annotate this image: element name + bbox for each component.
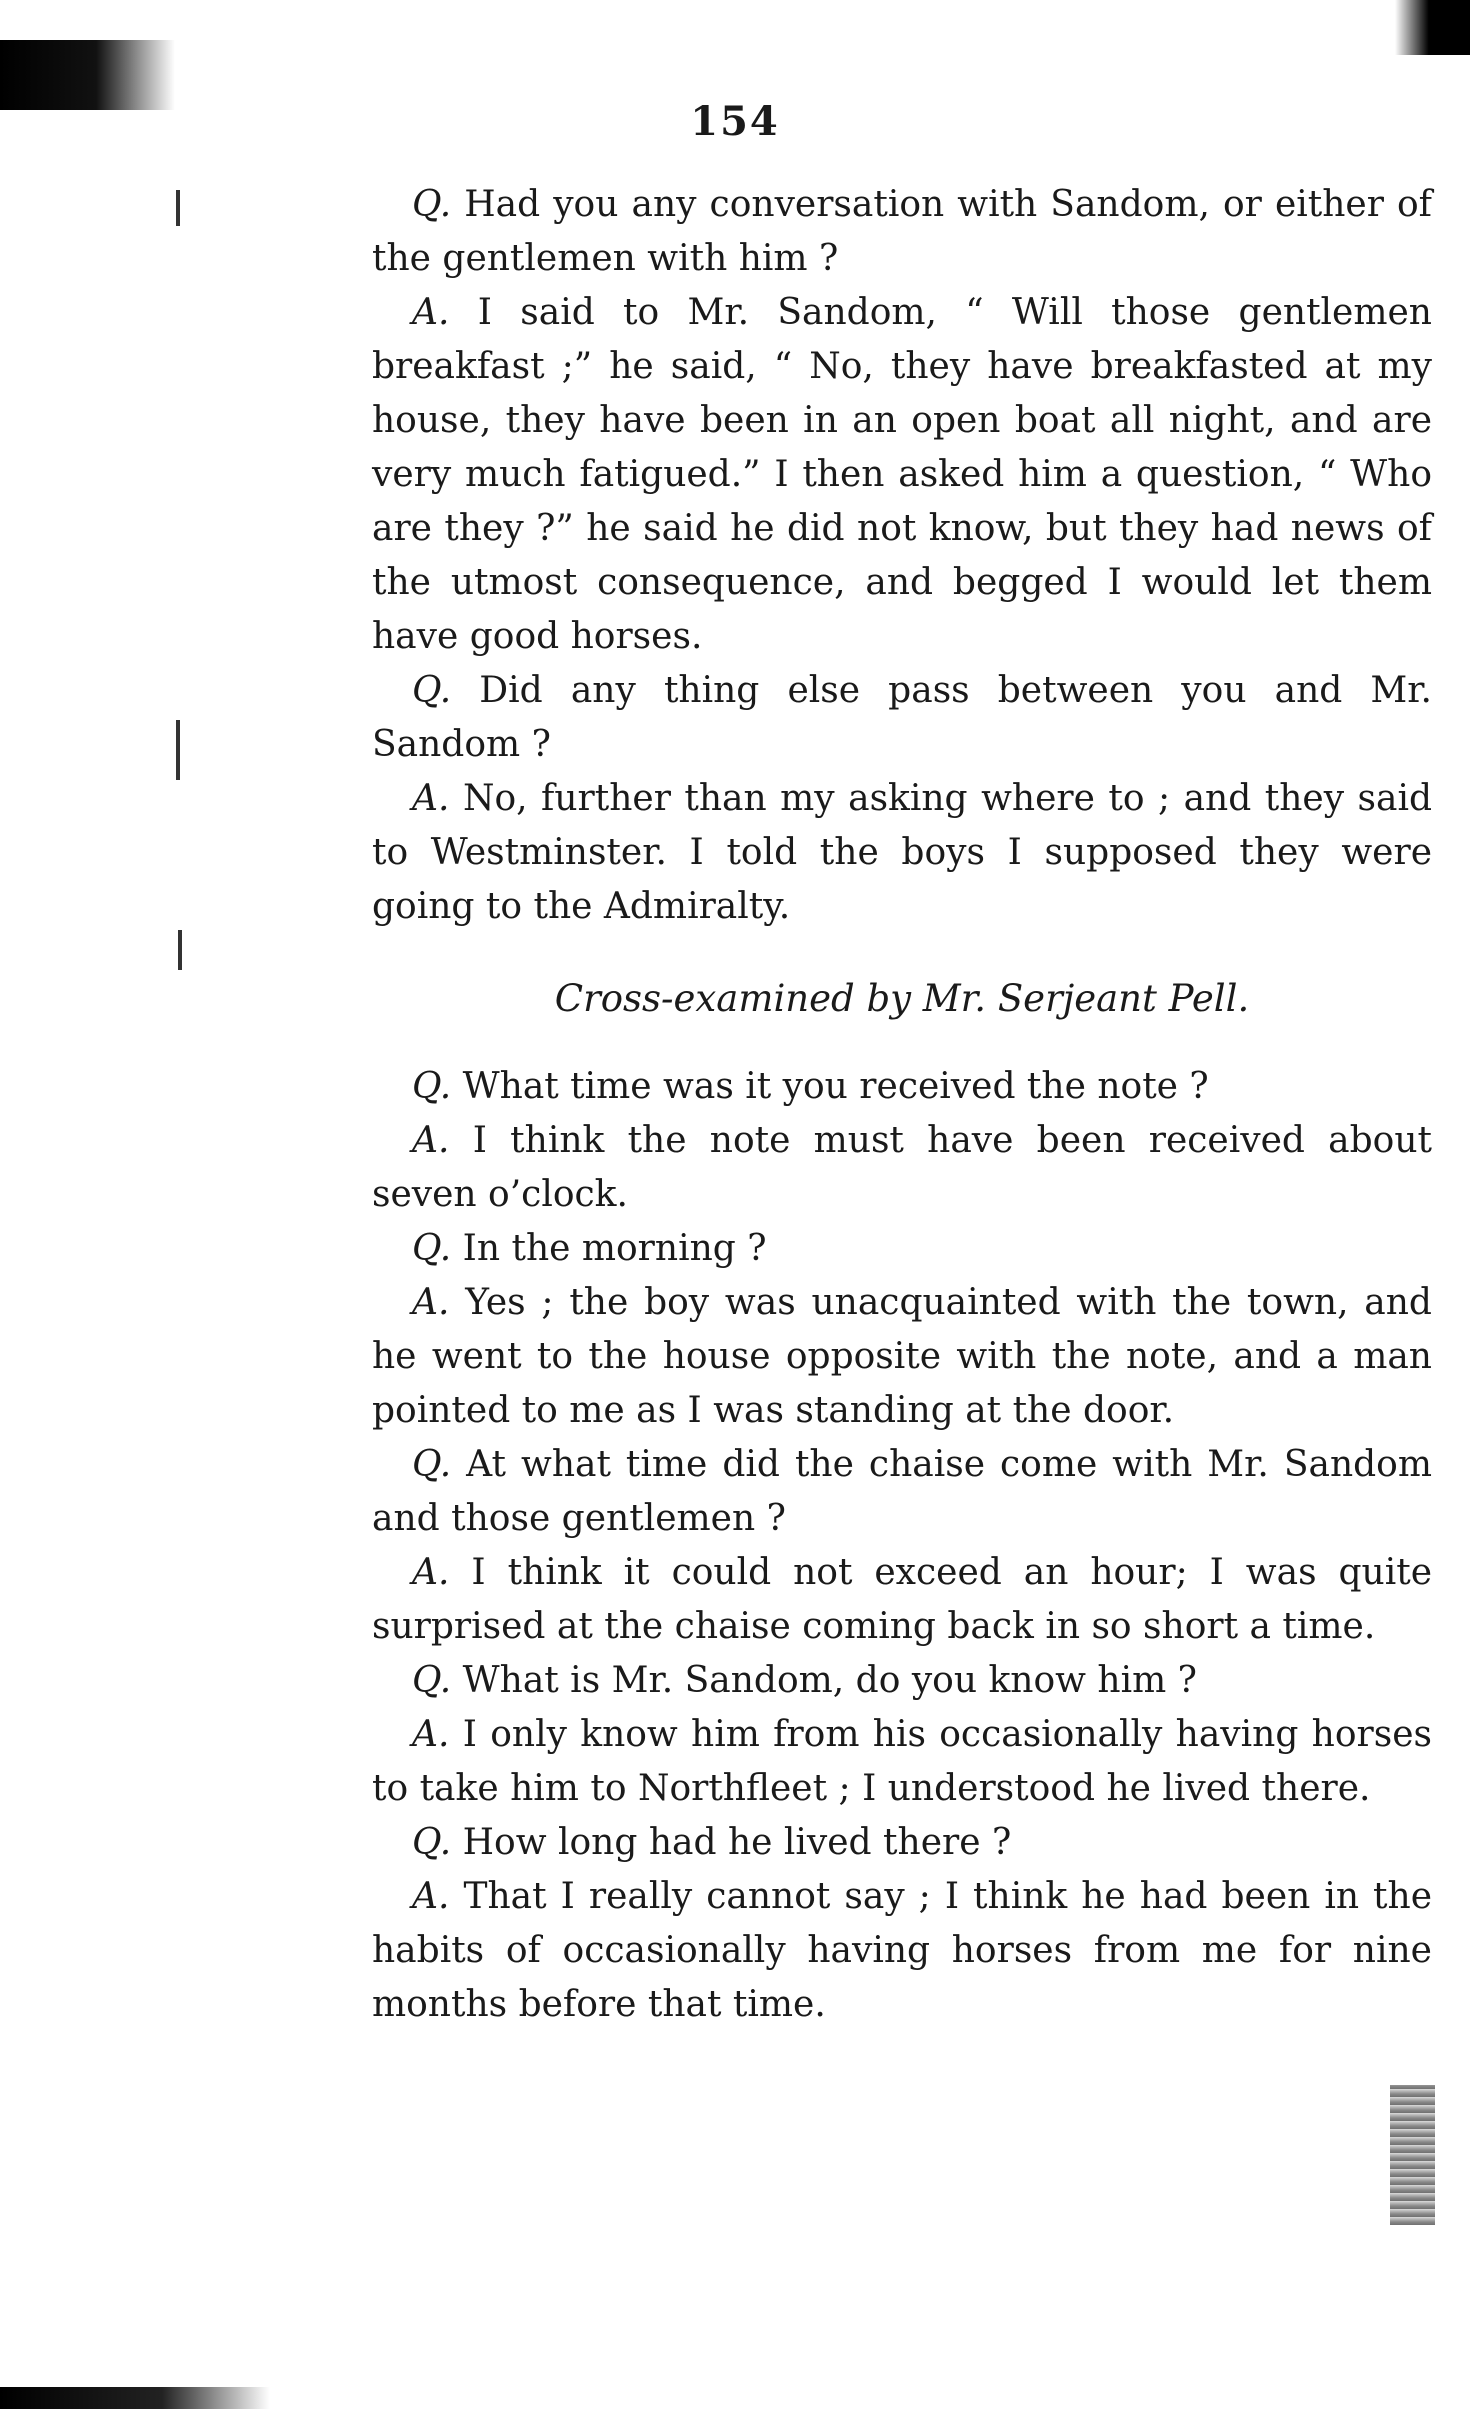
paragraph-text: I only know him from his occasionally having horses to take him to Northfleet ; I understood he lived there. [372,1714,1432,1809]
testimony-paragraph [372,1060,1432,1114]
paragraph-text: I think it could not exceed an hour; I was quite surprised at the chaise coming back in so short a time. [372,1552,1432,1647]
speaker-marker: A. [412,292,450,333]
speaker-marker: Q. [412,1822,452,1863]
margin-mark [176,190,180,226]
speaker-marker: A. [412,1282,450,1323]
paragraph-text: How long had he lived there ? [462,1822,1012,1863]
testimony-paragraph [372,1816,1432,1870]
testimony-paragraph [372,1114,1432,1222]
scan-edge-shadow-right [1395,0,1470,55]
speaker-marker: Q. [412,670,452,711]
speaker-marker: A. [412,1876,450,1917]
speaker-marker: Q. [412,1444,452,1485]
paragraph-text: I think the note must have been received about seven o’clock. [372,1120,1432,1215]
testimony-paragraph [372,1222,1432,1276]
speaker-marker: Q. [412,184,452,225]
speaker-marker: A. [412,1552,450,1593]
paragraph-text: At what time did the chaise come with Mr. Sandom and those gentlemen ? [372,1444,1432,1539]
testimony-paragraph [372,772,1432,934]
scan-binding-stain [1390,2085,1435,2225]
paragraph-text: That I really cannot say ; I think he had been in the habits of occasionally having horses from me for nine months before that time. [372,1876,1432,2025]
margin-mark [176,720,180,780]
page-number: 154 [690,98,780,145]
paragraph-text: I said to Mr. Sandom, “ Will those gentlemen breakfast ;” he said, “ No, they have breakfasted at my house, they have been in an open boat all night, and are very much fatigued.” I then asked him a question, “ Who are they ?” he said he did not know, but they had news of the utmost consequence, and begged I would let them have good horses. [372,292,1432,657]
section-heading: Cross-examined by Mr. Serjeant Pell. [554,977,1250,1020]
paragraph-text: In the morning ? [462,1228,767,1269]
testimony-paragraph [372,1654,1432,1708]
paragraph-text: No, further than my asking where to ; and they said to Westminster. I told the boys I supposed they were going to the Admiralty. [372,778,1433,927]
testimony-paragraph [372,178,1432,286]
margin-mark [178,930,182,970]
speaker-marker: A. [412,1714,450,1755]
paragraph-text: What time was it you received the note ? [462,1066,1209,1107]
speaker-marker: Q. [412,1228,452,1269]
testimony-paragraph [372,664,1432,772]
testimony-paragraph [372,286,1432,664]
testimony-paragraph [372,1870,1432,2032]
paragraph-text: What is Mr. Sandom, do you know him ? [462,1660,1197,1701]
paragraph-text: Had you any conversation with Sandom, or either of the gentlemen with him ? [372,184,1432,279]
testimony-paragraph [372,1708,1432,1816]
speaker-marker: A. [412,1120,450,1161]
page-body [372,178,1432,2032]
testimony-paragraph [372,1276,1432,1438]
speaker-marker: Q. [412,1066,452,1107]
testimony-paragraph [372,1438,1432,1546]
scan-edge-shadow-bottom [0,2387,270,2409]
paragraph-text: Yes ; the boy was unacquainted with the town, and he went to the house opposite with the note, and a man pointed to me as I was standing at the door. [372,1282,1432,1431]
speaker-marker: A. [412,778,450,819]
paragraph-text: Did any thing else pass between you and Mr. Sandom ? [372,670,1432,765]
testimony-paragraph [372,1546,1432,1654]
speaker-marker: Q. [412,1660,452,1701]
